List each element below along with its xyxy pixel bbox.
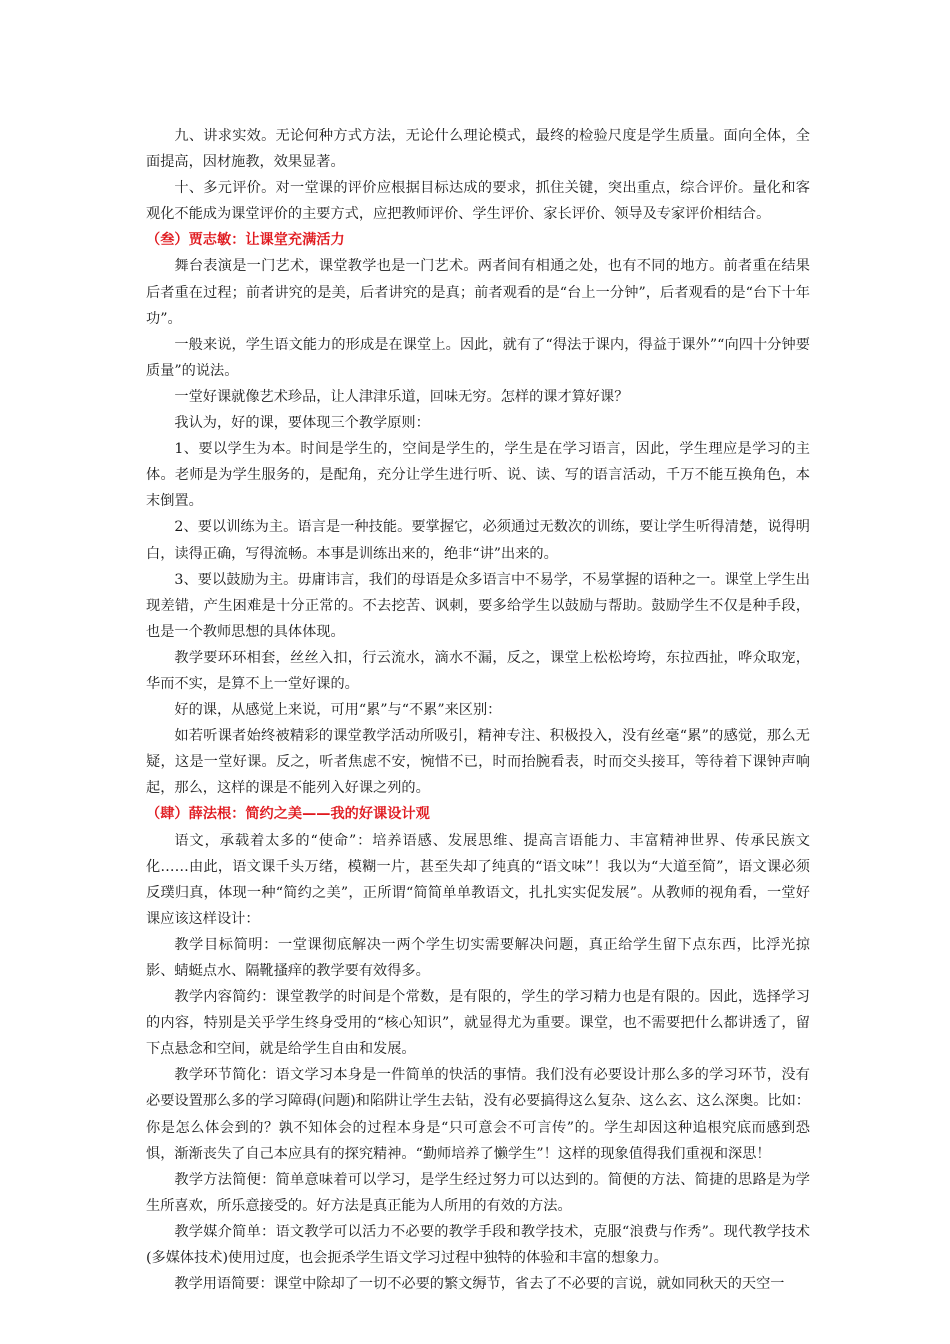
paragraph-media-simple: 教学媒介简单：语文教学可以活力不必要的教学手段和教学技术，克服“浪费与作秀”。现代教学技术(多媒体技术)使用过度，也会扼杀学生语文学习过程中独特的体验和丰富的想象力。 — [146, 1223, 810, 1267]
paragraph-tired-not-tired: 好的课，从感觉上来说，可用“累”与“不累”来区别： — [174, 702, 502, 719]
paragraph-principle-9: 九、讲求实效。无论何种方式方法，无论什么理论模式，最终的检验尺度是学生质量。面向全体，全面提高，因材施教，效果显著。 — [146, 128, 810, 171]
section-heading-jia-zhimin: （叁）贾志敏：让课堂充满活力 — [146, 232, 345, 249]
paragraph-steps-simplified: 教学环节简化：语文学习本身是一件简单的快活的事情。我们没有必要设计那么多的学习环节，没有必要设置那么多的学习障碍(问题)和陷阱让学生去钻，没有必要搞得这么复杂、这么玄、这么深奥。比如：你是怎么体会到的？孰不知体会的过程本身是“只可意会不可言传”的。学生却因这种追根究底而感到恐惧，渐渐丧失了自己本应具有的探究精神。“勤师培养了懒学生”！这样的现象值得我们重视和深思！ — [146, 1067, 810, 1162]
paragraph-principle-encouragement: 3、要以鼓励为主。毋庸讳言，我们的母语是众多语言中不易学，不易掌握的语种之一。课堂上学生出现差错，产生困难是十分正常的。不去挖苦、讽刺，要多给学生以鼓励与帮助。鼓励学生不仅是种手段，也是一个教师思想的具体体现。 — [146, 571, 810, 640]
paragraph-content-concise: 教学内容简约：课堂教学的时间是个常数，是有限的，学生的学习精力也是有限的。因此，选择学习的内容，特别是关乎学生终身受用的“核心知识”，就显得尤为重要。课堂，也不需要把什么都讲透了，留下点悬念和空间，就是给学生自由和发展。 — [146, 989, 810, 1058]
paragraph-chinese-mission: 语文，承载着太多的“使命”：培养语感、发展思维、提高言语能力、丰富精神世界、传承民族文化……由此，语文课千头万绪，模糊一片，甚至失却了纯真的“语文味”！我以为“大道至简”，语文课必须反璞归真，体现一种“简约之美”，正所谓“简简单单教语文，扎扎实实促发展”。从教师的视角看，一堂好课应该这样设计： — [146, 832, 810, 927]
document-page — [146, 123, 810, 1297]
section-heading-xue-fagen: （肆）薛法根：简约之美——我的好课设计观 — [146, 806, 430, 823]
paragraph-principle-training: 2、要以训练为主。语言是一种技能。要掌握它，必须通过无数次的训练，要让学生听得清楚，说得明白，读得正确，写得流畅。本事是训练出来的，绝非“讲”出来的。 — [146, 519, 810, 562]
paragraph-language-brief: 教学用语简要：课堂中除却了一切不必要的繁文缛节，省去了不必要的言说，就如同秋天的天空一 — [174, 1276, 785, 1293]
paragraph-methods-simple: 教学方法简便：简单意味着可以学习，是学生经过努力可以达到的。简便的方法、简捷的思路是为学生所喜欢，所乐意接受的。好方法是真正能为人所用的有效的方法。 — [146, 1171, 810, 1214]
paragraph-principle-10: 十、多元评价。对一堂课的评价应根据目标达成的要求，抓住关键，突出重点，综合评价。量化和客观化不能成为课堂评价的主要方式，应把教师评价、学生评价、家长评价、领导及专家评价相结合。 — [146, 180, 810, 223]
paragraph-good-lesson-art: 一堂好课就像艺术珍品，让人津津乐道，回味无穷。怎样的课才算好课？ — [174, 388, 629, 405]
paragraph-three-principles-intro: 我认为，好的课，要体现三个教学原则： — [174, 415, 430, 432]
paragraph-principle-student-centered: 1、要以学生为本。时间是学生的，空间是学生的，学生是在学习语言，因此，学生理应是学习的主体。老师是为学生服务的，是配角，充分让学生进行听、说、读、写的语言活动，千万不能互换角色，本末倒置。 — [146, 441, 810, 510]
paragraph-stage-vs-classroom: 舞台表演是一门艺术，课堂教学也是一门艺术。两者间有相通之处，也有不同的地方。前者重在结果后者重在过程；前者讲究的是美，后者讲究的是真；前者观看的是“台上一分钟”，后者观看的是“台下十年功”。 — [146, 258, 810, 327]
paragraph-ability-in-class: 一般来说，学生语文能力的形成是在课堂上。因此，就有了“得法于课内，得益于课外”“向四十分钟要质量”的说法。 — [146, 336, 810, 379]
paragraph-listener-feeling: 如若听课者始终被精彩的课堂教学活动所吸引，精神专注、积极投入，没有丝毫“累”的感觉，那么无疑，这是一堂好课。反之，听者焦虑不安，惋惜不已，时而抬腕看表，时而交头接耳，等待着下课钟声响起，那么，这样的课是不能列入好课之列的。 — [146, 728, 810, 797]
paragraph-lesson-coherence: 教学要环环相套，丝丝入扣，行云流水，滴水不漏，反之，课堂上松松垮垮，东拉西扯，哗众取宠，华而不实，是算不上一堂好课的。 — [146, 649, 810, 692]
paragraph-goals-concise: 教学目标简明：一堂课彻底解决一两个学生切实需要解决问题，真正给学生留下点东西，比浮光掠影、蜻蜓点水、隔靴搔痒的教学要有效得多。 — [146, 936, 810, 979]
